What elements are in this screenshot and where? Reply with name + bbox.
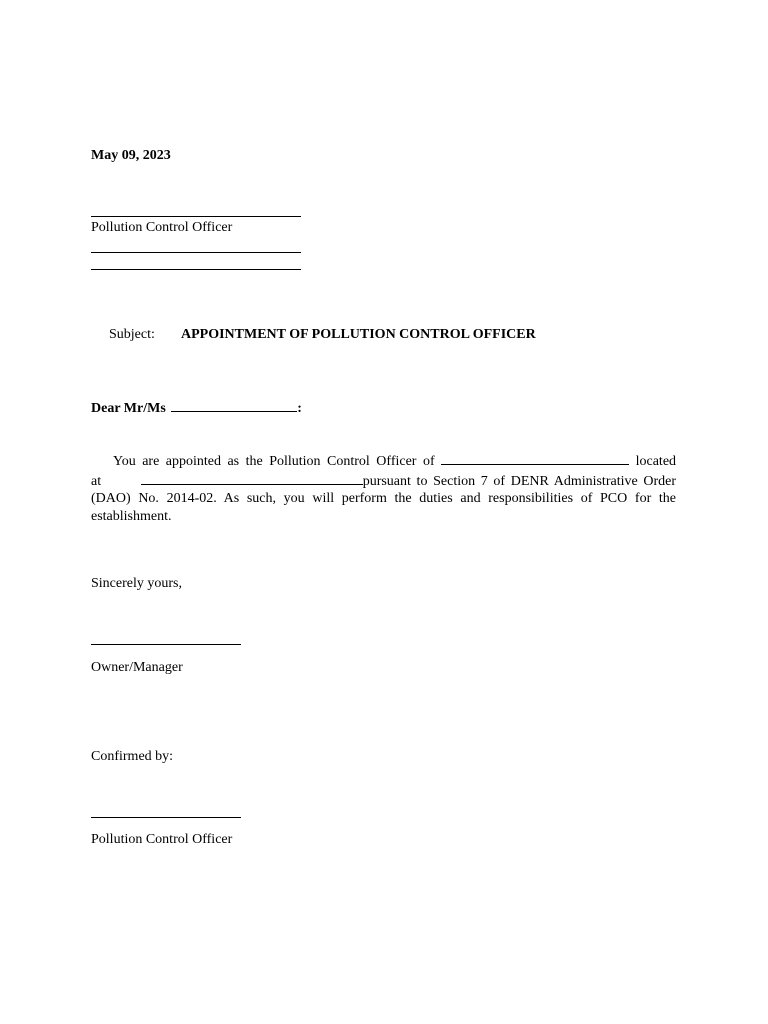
body-part-1: You are appointed as the Pollution Control Officer of (113, 454, 435, 469)
confirmer-title: Pollution Control Officer (91, 832, 233, 847)
establishment-address-blank (141, 471, 363, 485)
body-part-4: pursuant to Section 7 of DENR Administrative Order (DAO) No. 2014-02. As such, you will perform the duties and responsibilities of PCO for the establishment. (91, 473, 676, 524)
subject-label: Subject: (109, 327, 155, 342)
recipient-name-blank (91, 216, 301, 217)
signer-signature-blank (91, 644, 241, 645)
subject-text: APPOINTMENT OF POLLUTION CONTROL OFFICER (181, 327, 536, 342)
closing: Sincerely yours, (91, 576, 182, 591)
letter-date: May 09, 2023 (91, 148, 171, 163)
recipient-address-blank-2 (91, 269, 301, 270)
signer-title: Owner/Manager (91, 660, 183, 675)
establishment-name-blank (441, 451, 629, 465)
body-part-3: at (91, 473, 102, 489)
salutation-prefix: Dear Mr/Ms (91, 401, 166, 416)
recipient-title: Pollution Control Officer (91, 220, 233, 235)
confirmer-signature-blank (91, 817, 241, 818)
salutation (91, 398, 302, 417)
salutation-name-blank (171, 398, 297, 412)
body-part-2: located (635, 454, 677, 469)
salutation-suffix: : (297, 401, 302, 416)
recipient-address-blank-1 (91, 252, 301, 253)
body-paragraph (91, 451, 676, 525)
confirmed-label: Confirmed by: (91, 749, 174, 764)
